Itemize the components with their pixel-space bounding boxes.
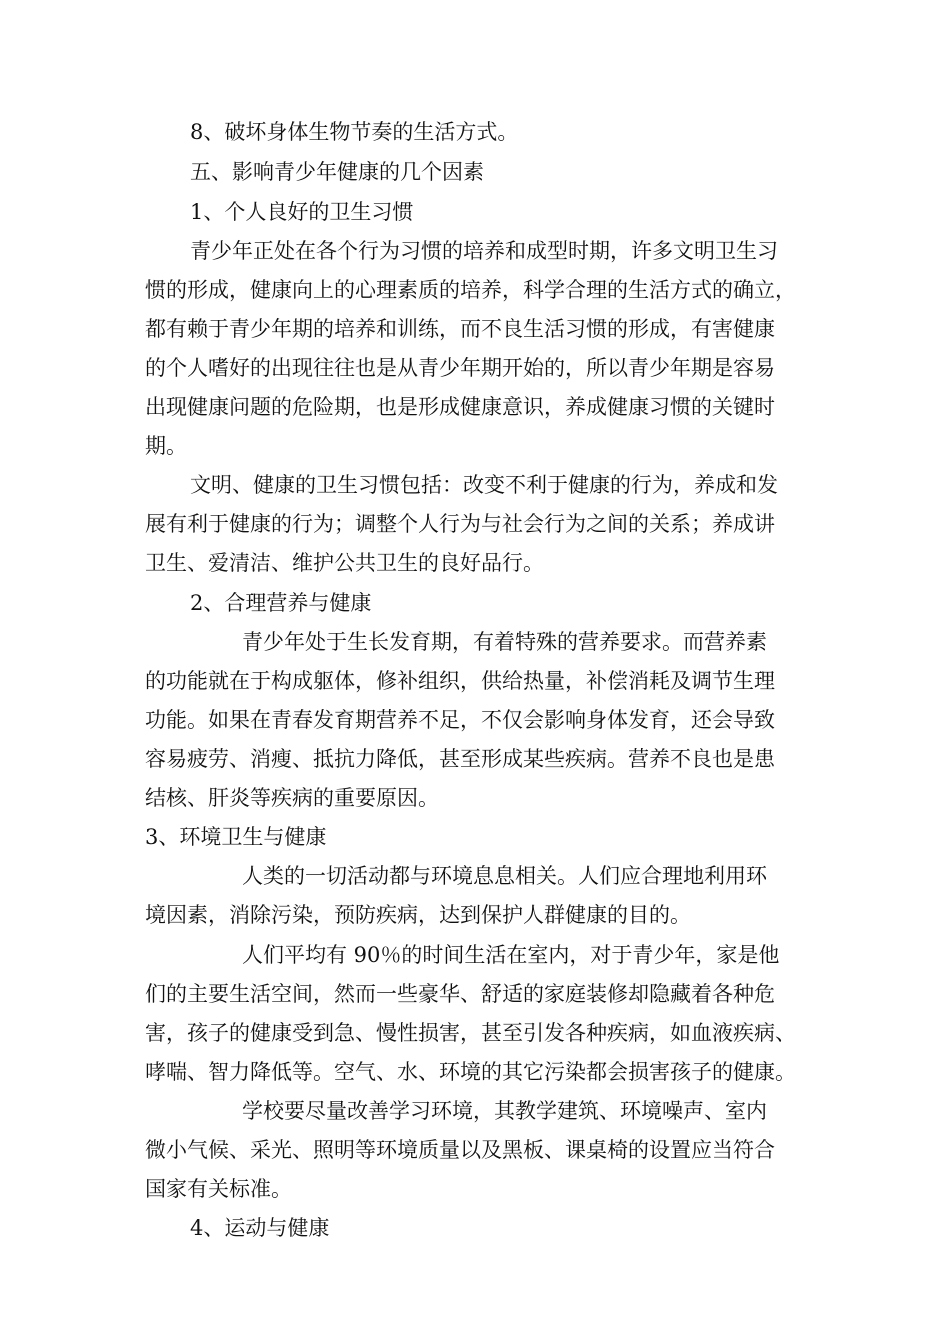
subsection-heading-1: 1、个人良好的卫生习惯	[190, 200, 414, 224]
paragraph-line: 出现健康问题的危险期，也是形成健康意识，养成健康习惯的关键时	[145, 395, 775, 419]
paragraph-line: 微小气候、采光、照明等环境质量以及黑板、课桌椅的设置应当符合	[145, 1138, 775, 1162]
paragraph-line: 期。	[145, 434, 187, 458]
paragraph-line: 害，孩子的健康受到急、慢性损害，甚至引发各种疾病，如血液疾病、	[145, 1021, 796, 1045]
paragraph-line: 境因素，消除污染，预防疾病，达到保护人群健康的目的。	[145, 903, 691, 927]
paragraph-line: 结核、肝炎等疾病的重要原因。	[145, 786, 439, 810]
paragraph-line: 的个人嗜好的出现往往也是从青少年期开始的，所以青少年期是容易	[145, 356, 775, 380]
paragraph-line: 都有赖于青少年期的培养和训练，而不良生活习惯的形成，有害健康	[145, 317, 775, 341]
paragraph-line: 们的主要生活空间，然而一些豪华、舒适的家庭装修却隐藏着各种危	[145, 982, 775, 1006]
subsection-heading-3: 3、环境卫生与健康	[145, 825, 327, 849]
paragraph-line: 人们平均有 90％的时间生活在室内，对于青少年，家是他	[242, 943, 780, 967]
section-heading-5: 五、影响青少年健康的几个因素	[190, 160, 484, 184]
list-item-8: 8、破坏身体生物节奏的生活方式。	[190, 120, 519, 144]
subsection-heading-4: 4、运动与健康	[190, 1216, 330, 1240]
paragraph-line: 展有利于健康的行为；调整个人行为与社会行为之间的关系；养成讲	[145, 512, 775, 536]
paragraph-line: 的功能就在于构成躯体，修补组织，供给热量，补偿消耗及调节生理	[145, 669, 775, 693]
paragraph-line: 文明、健康的卫生习惯包括：改变不利于健康的行为，养成和发	[190, 473, 778, 497]
paragraph-line: 人类的一切活动都与环境息息相关。人们应合理地利用环	[242, 864, 767, 888]
paragraph-line: 学校要尽量改善学习环境，其教学建筑、环境噪声、室内	[242, 1099, 767, 1123]
subsection-heading-2: 2、合理营养与健康	[190, 591, 372, 615]
paragraph-line: 功能。如果在青春发育期营养不足，不仅会影响身体发育，还会导致	[145, 708, 775, 732]
paragraph-line: 哮喘、智力降低等。空气、水、环境的其它污染都会损害孩子的健康。	[145, 1060, 796, 1084]
paragraph-line: 卫生、爱清洁、维护公共卫生的良好品行。	[145, 551, 544, 575]
paragraph-line: 青少年正处在各个行为习惯的培养和成型时期，许多文明卫生习	[190, 239, 778, 263]
paragraph-line: 容易疲劳、消瘦、抵抗力降低，甚至形成某些疾病。营养不良也是患	[145, 747, 775, 771]
paragraph-line: 国家有关标准。	[145, 1177, 292, 1201]
paragraph-line: 青少年处于生长发育期，有着特殊的营养要求。而营养素	[242, 630, 767, 654]
paragraph-line: 惯的形成，健康向上的心理素质的培养，科学合理的生活方式的确立，	[145, 278, 796, 302]
